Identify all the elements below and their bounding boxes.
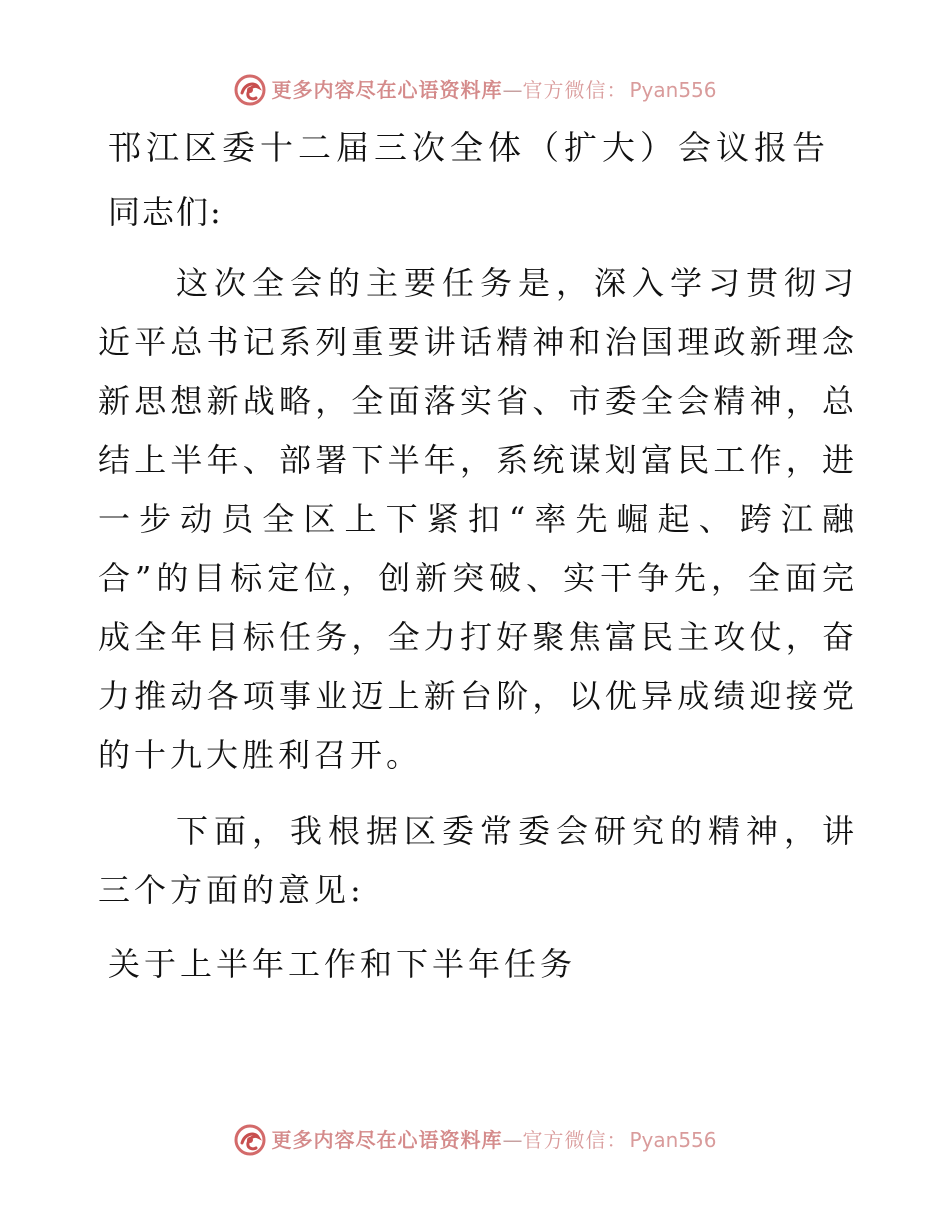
section-heading: 关于上半年工作和下半年任务: [108, 945, 577, 983]
watermark-dash: —: [502, 1128, 523, 1152]
watermark-sub-text: 官方微信：: [522, 78, 628, 102]
body-paragraph-1: 这次全会的主要任务是，深入学习贯彻习近平总书记系列重要讲话精神和治国理政新理念新思想新战略，全面落实省、市委全会精神，总结上半年、部署下半年，系统谋划富民工作，进一步动员全区上下紧扣“率先崛起、跨江融合”的目标定位，创新突破、实干争先，全面完成全年目标任务，全力打好聚焦富民主攻仗，奋力推动各项事业迈上新台阶，以优异成绩迎接党的十九大胜利召开。: [98, 264, 858, 774]
watermark-main-text: 更多内容尽在心语资料库: [271, 1128, 503, 1152]
red-swirl-logo-icon: [233, 73, 267, 107]
footer-watermark: [0, 1120, 950, 1160]
watermark-dash: —: [502, 78, 523, 102]
body-paragraph-2: 下面，我根据区委常委会研究的精神，讲三个方面的意见:: [98, 812, 858, 909]
watermark-account: Pyan556: [629, 78, 717, 102]
watermark-account: Pyan556: [629, 1128, 717, 1152]
header-watermark: [0, 70, 950, 110]
document-body: [98, 120, 858, 992]
red-swirl-logo-icon: [233, 1123, 267, 1157]
watermark-sub-text: 官方微信：: [522, 1128, 628, 1152]
document-title: 邗江区委十二届三次全体（扩大）会议报告: [108, 128, 830, 167]
watermark-main-text: 更多内容尽在心语资料库: [271, 78, 503, 102]
salutation: 同志们:: [108, 193, 223, 231]
